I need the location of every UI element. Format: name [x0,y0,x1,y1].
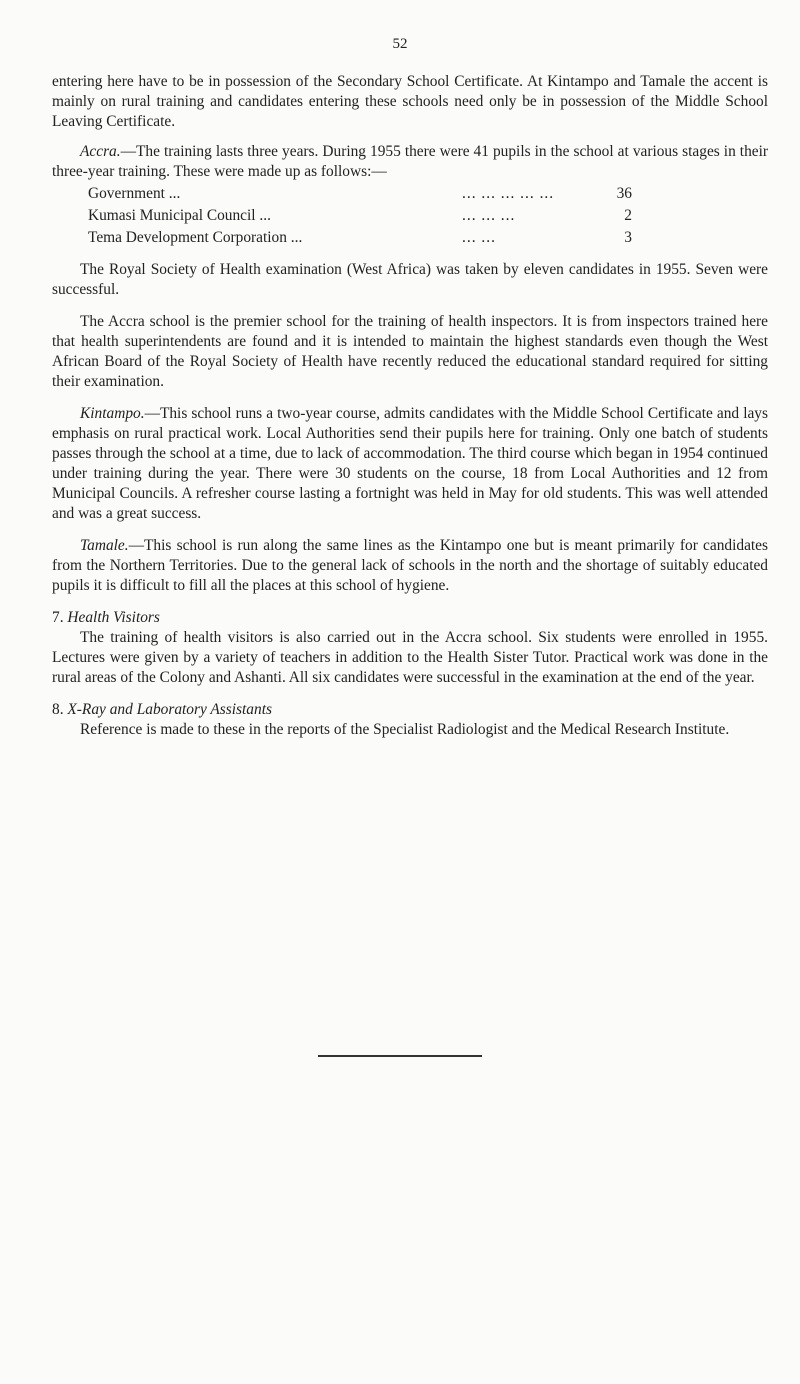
section-7-title: Health Visitors [67,609,160,626]
section-7-number: 7. [52,609,64,626]
row-value: 2 [624,207,632,224]
section-8-paragraph: Reference is made to these in the reports of the Specialist Radiologist and the Medical Research Institute. [80,721,730,738]
kintampo-text: —This school runs a two-year course, admits candidates with the Middle School Certificate and lays emphasis on rural practical work. Local Authorities send their pupils here for training. Only one batch of students passes through the school at a time, due to lack of accommodation. The third course which began in 1954 continued under training during the year. There were 30 students on the course, 18 from Local Authorities and 12 from Municipal Councils. A refresher course lasting a fortnight was held in May for old students. This was well attended and was a great success. [52,405,768,522]
row-value: 3 [624,229,632,246]
tamale-paragraph [52,536,768,596]
table-row [88,184,632,206]
table-row [88,206,632,228]
section-8-number: 8. [52,701,64,718]
section-8-title-and: and [109,701,133,718]
row-name: Government ... [88,185,181,202]
row-leader: ... ... [462,229,496,246]
pupils-table [88,184,632,250]
page-number: 52 [392,36,408,52]
accra-paragraph [52,142,768,182]
row-value: 36 [616,185,632,202]
kintampo-label: Kintampo. [80,405,145,422]
intro-paragraph: entering here have to be in possession of the Secondary School Certificate. At Kintampo and Tamale the accent is mainly on rural training and candidates entering these schools need only be in possession of the Middle School Leaving Certificate. [52,73,768,130]
row-name: Tema Development Corporation ... [88,229,303,246]
row-name: Kumasi Municipal Council ... [88,207,271,224]
section-8-title-a: X-Ray [67,701,106,718]
section-8-title-b: Laboratory Assistants [136,701,272,718]
section-7-heading [52,608,768,628]
tamale-label: Tamale. [80,537,129,554]
tamale-text: —This school is run along the same lines as the Kintampo one but is meant primarily for candidates from the Northern Territories. Due to the general lack of schools in the north and the shortage of suitably educated pupils it is difficult to fill all the places at this school of hygiene. [52,537,768,594]
row-leader: ... ... ... ... ... [462,185,555,202]
row-leader: ... ... ... [462,207,516,224]
exam-paragraph: The Royal Society of Health examination (West Africa) was taken by eleven candidates in 1955. Seven were successful. [52,261,768,298]
section-8-heading [52,700,768,720]
premier-paragraph: The Accra school is the premier school for the training of health inspectors. It is from inspectors trained here that health superintendents are found and it is intended to maintain the highest standards even though the West African Board of the Royal Society of Health have recently reduced the educational standard required for sitting their examination. [52,313,768,390]
table-row [88,228,632,250]
end-rule [318,1055,482,1057]
accra-label: Accra. [80,143,121,160]
section-7-paragraph: The training of health visitors is also carried out in the Accra school. Six students were enrolled in 1955. Lectures were given by a variety of teachers in addition to the Health Sister Tutor. Practical work was done in the rural areas of the Colony and Ashanti. All six candidates were successful in the examination at the end of the year. [52,629,768,686]
kintampo-paragraph [52,404,768,524]
accra-text: —The training lasts three years. During 1955 there were 41 pupils in the school at various stages in their three-year training. These were made up as follows:— [52,143,768,180]
page-content [52,72,768,740]
